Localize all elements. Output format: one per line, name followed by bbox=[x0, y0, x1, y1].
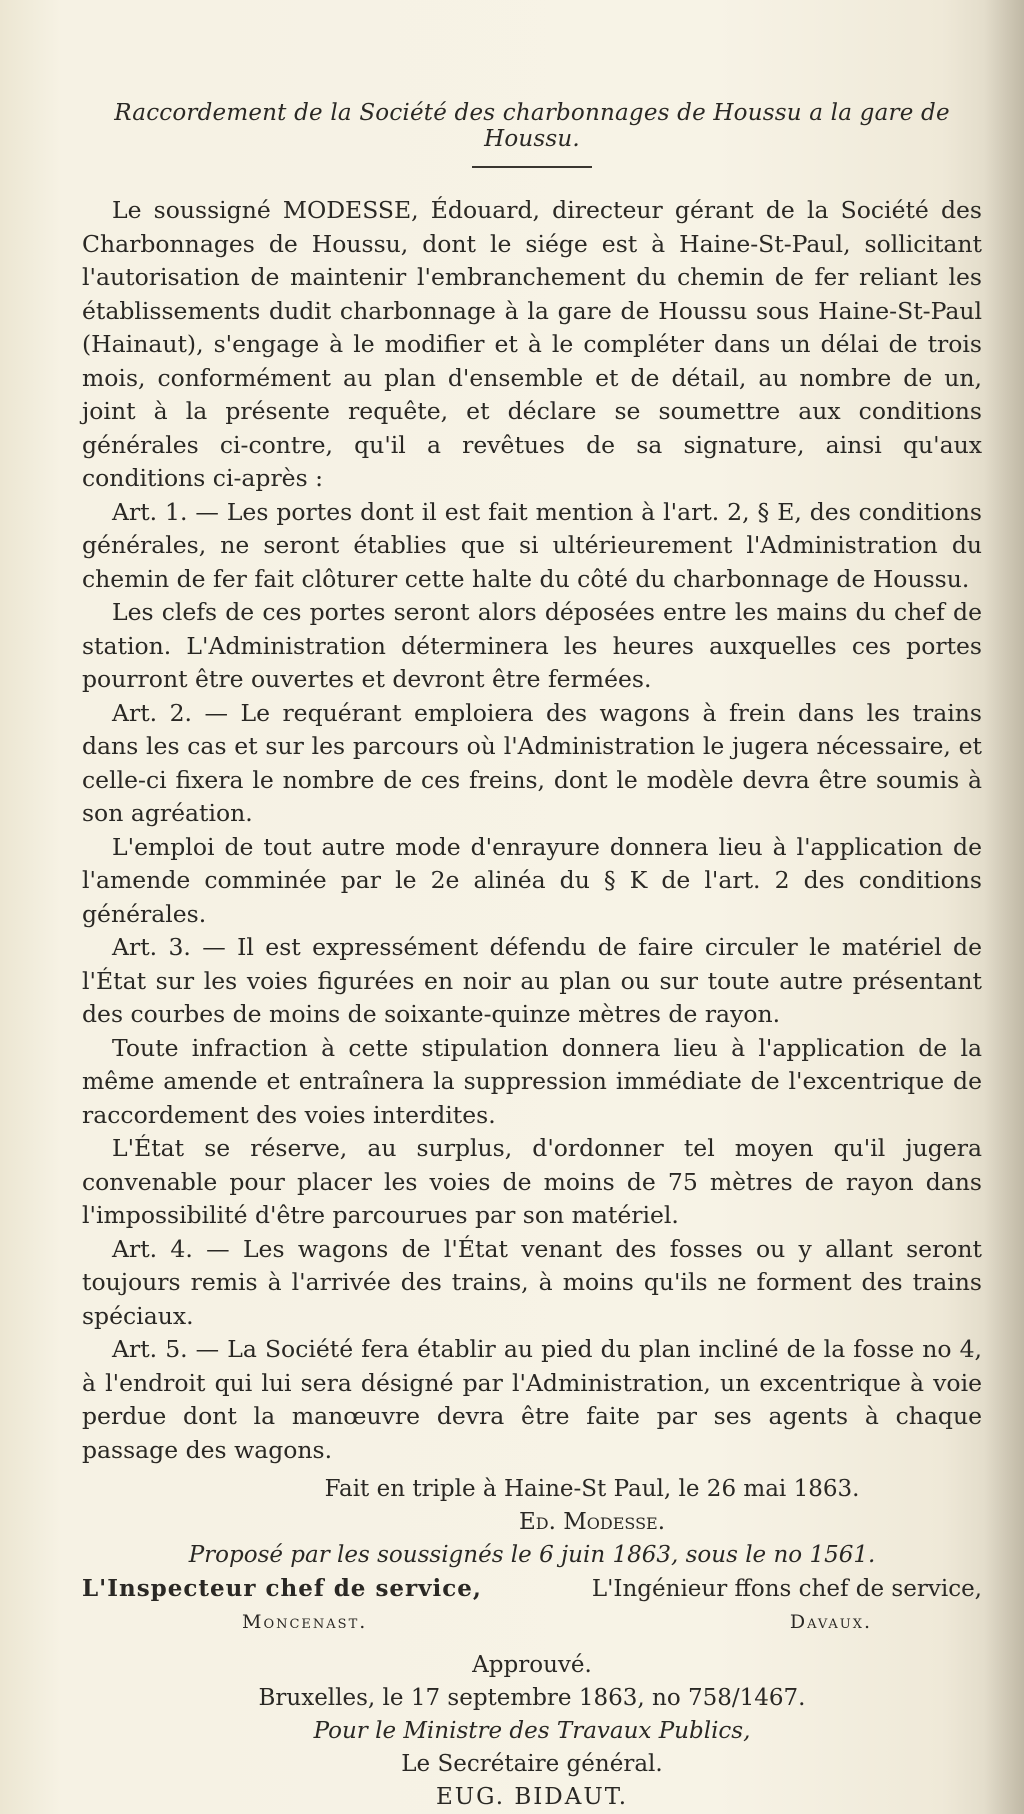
signatories-names-row bbox=[82, 1606, 982, 1639]
document-title: Raccordement de la Société des charbonnages de Houssu a la gare de Houssu. bbox=[114, 100, 950, 152]
secretary-title: Le Secrétaire général. bbox=[401, 1751, 663, 1777]
page-edge-shadow bbox=[984, 0, 1024, 1814]
proposed-line: Proposé par les soussignés le 6 juin 1863, sous le no 1561. bbox=[188, 1542, 876, 1568]
paragraph-art5: Art. 5. — La Société fera établir au pied du plan incliné de la fosse no 4, à l'endroit qui lui sera désigné par l'Administration, un excentrique à voie perdue dont la manœuvre devra être faite par ses agents à chaque passage des wagons. bbox=[82, 1335, 982, 1464]
signer-name bbox=[82, 1506, 982, 1539]
paragraph-art3-infraction: Toute infraction à cette stipulation donnera lieu à l'application de la même amende et entraînera la suppression immédiate de l'excentrique de raccordement des voies interdites. bbox=[82, 1033, 982, 1129]
paragraph-art2-fine: L'emploi de tout autre mode d'enrayure donnera lieu à l'application de l'amende comminée par le 2e alinéa du § K de l'art. 2 des conditions générales. bbox=[82, 832, 982, 928]
engineer-name: Davaux. bbox=[789, 1611, 872, 1633]
inspector-title: L'Inspecteur chef de service, bbox=[82, 1575, 482, 1602]
secretary-name: EUG. BIDAUT. bbox=[435, 1784, 629, 1810]
paragraph-art1: Art. 1. — Les portes dont il est fait mention à l'art. 2, § E, des conditions générales, ne seront établies que si ultérieurement l'Administration du chemin de fer fait clôturer cette halte du côté du charbonnage de Houssu. bbox=[82, 497, 982, 593]
paragraph-art3: Art. 3. — Il est expressément défendu de faire circuler le matériel de l'État sur les voies figurées en noir au plan ou sur toute autre présentant des courbes de moins de soixante-quinze mètres de rayon. bbox=[82, 933, 982, 1028]
engineer-title: L'Ingénieur ffons chef de service, bbox=[591, 1576, 982, 1602]
paragraph-art2: Art. 2. — Le requérant emploiera des wagons à frein dans les trains dans les cas et sur les parcours où l'Administration le jugera nécessaire, et celle-ci fixera le nombre de ces freins, dont le modèle devra être soumis à son agréation. bbox=[82, 698, 982, 827]
paragraph-art4: Art. 4. — Les wagons de l'État venant des fosses ou y allant seront toujours remis à l'arrivée des trains, à moins qu'ils ne forment des trains spéciaux. bbox=[82, 1234, 982, 1330]
document-text-block bbox=[82, 100, 982, 1814]
paragraph-intro: Le soussigné MODESSE, Édouard, directeur gérant de la Société des Charbonnages de Houssu, dont le siége est à Haine-St-Paul, sollicitant l'autorisation de maintenir l'embranchement du chemin de fer reliant les établissements dudit charbonnage à la gare de Houssu sous Haine-St-Paul (Hainaut), s'engage à le modifier et à le compléter dans un délai de trois mois, conformément au plan d'ensemble et de détail, au nombre de un, joint à la présente requête, et déclare se soumettre aux conditions générales ci-contre, qu'il a revêtues de sa signature, ainsi qu'aux conditions ci-après : bbox=[82, 196, 982, 492]
title-rule bbox=[472, 166, 592, 168]
approved-line: Approuvé. bbox=[472, 1652, 592, 1678]
approval-place-line: Bruxelles, le 17 septembre 1863, no 758/1467. bbox=[258, 1685, 806, 1711]
paragraph-art1-keys: Les clefs de ces portes seront alors déposées entre les mains du chef de station. L'Administration déterminera les heures auxquelles ces portes pourront être ouvertes et devront être fermées. bbox=[82, 598, 982, 693]
inspector-name: Moncenast. bbox=[242, 1611, 368, 1633]
done-at-line: Fait en triple à Haine-St Paul, le 26 mai 1863. bbox=[324, 1476, 860, 1502]
paragraph-art3-reserve: L'État se réserve, au surplus, d'ordonner tel moyen qu'il jugera convenable pour placer les voies de moins de 75 mètres de rayon dans l'impossibilité d'être parcourues par son matériel. bbox=[82, 1134, 982, 1229]
closing-block bbox=[82, 1473, 982, 1814]
signer-text: Ed. Modesse. bbox=[518, 1509, 666, 1535]
signatories-titles-row bbox=[82, 1572, 982, 1606]
for-minister-line: Pour le Ministre des Travaux Publics, bbox=[313, 1718, 751, 1744]
